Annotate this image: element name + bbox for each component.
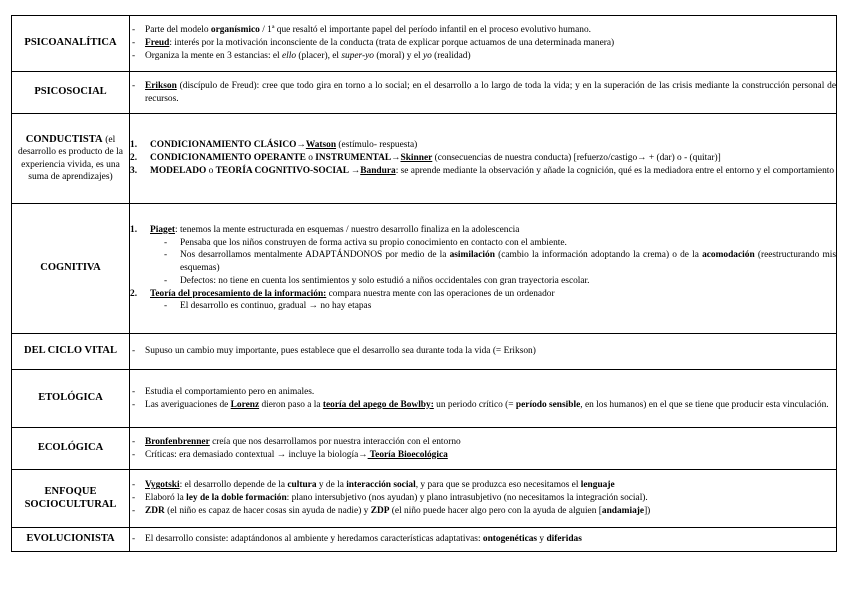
list-item: - Bronfenbrenner creía que nos desarrollamos por nuestra interacción con el entorno bbox=[132, 436, 461, 447]
row-content bbox=[130, 114, 837, 204]
row-label: ETOLÓGICA bbox=[12, 370, 130, 428]
list-item: 3. MODELADO o TEORÍA COGNITIVO-SOCIAL →Bandura: se aprende mediante la observación y añade la cognición, qué es la mediadora entre el entorno y el comportamiento bbox=[130, 165, 835, 176]
row-label: DEL CICLO VITAL bbox=[12, 334, 130, 370]
list-item: - Organiza la mente en 3 estancias: el ello (placer), el super-yo (moral) y el yo (realidad) bbox=[132, 50, 471, 61]
row-psicoanalitica bbox=[12, 16, 837, 72]
row-psicosocial bbox=[12, 72, 837, 114]
list-item: 2. CONDICIONAMIENTO OPERANTE o INSTRUMENTAL→Skinner (consecuencias de nuestra conducta) [refuerzo/castigo→ + (dar) o - (quitar)] bbox=[130, 153, 721, 164]
row-content bbox=[130, 470, 837, 528]
list-item: 1. CONDICIONAMIENTO CLÁSICO→Watson (estímulo- respuesta) bbox=[130, 140, 418, 151]
list-item: 1. Piaget: tenemos la mente estructurada en esquemas / nuestro desarrollo finaliza en la adolescencia bbox=[130, 224, 520, 235]
list-item: - Elaboró la ley de la doble formación: plano intersubjetivo (nos ayudan) y plano intrasubjetivo (no necesitamos la integración social). bbox=[132, 493, 648, 504]
list-item: - Las averiguaciones de Lorenz dieron paso a la teoría del apego de Bowlby: un periodo crítico (= período sensible, en los humanos) en el que se tiene que producir esta vinculación. bbox=[132, 399, 829, 410]
row-content bbox=[130, 428, 837, 470]
row-content bbox=[130, 370, 837, 428]
row-label: CONDUCTISTA (el desarrollo es producto de la experiencia vivida, es una suma de aprendizajes) bbox=[12, 114, 130, 204]
row-ecologica bbox=[12, 428, 837, 470]
row-sociocultural bbox=[12, 470, 837, 528]
row-conductista bbox=[12, 114, 837, 204]
list-item: - ZDR (el niño es capaz de hacer cosas sin ayuda de nadie) y ZDP (el niño puede hacer algo pero con la ayuda de alguien [andamiaje]) bbox=[132, 505, 651, 516]
row-content bbox=[130, 334, 837, 370]
row-content bbox=[130, 16, 837, 72]
row-content bbox=[130, 528, 837, 552]
list-item: - Críticas: era demasiado contextual → incluye la biología→ Teoría Bioecológica bbox=[132, 449, 448, 460]
sub-list-item: - Defectos: no tiene en cuenta los sentimientos y solo estudió a niños occidentales con gran trayectoria escolar. bbox=[164, 275, 590, 286]
row-label: ECOLÓGICA bbox=[12, 428, 130, 470]
sub-list-item: - El desarrollo es continuo, gradual → no hay etapas bbox=[164, 301, 372, 312]
row-label: PSICOSOCIAL bbox=[12, 72, 130, 114]
row-cognitiva bbox=[12, 204, 837, 334]
row-content bbox=[130, 204, 837, 334]
list-item: - Freud: interés por la motivación inconsciente de la conducta (trata de explicar porque actuamos de una determinada manera) bbox=[132, 38, 615, 49]
row-label: COGNITIVA bbox=[12, 204, 130, 334]
row-evolucionista bbox=[12, 528, 837, 552]
sub-list-item: - Nos desarrollamos mentalmente ADAPTÁNDONOS por medio de la asimilación (cambio la información adoptando la crema) o de la acomodación (reestructurando mis esquemas) bbox=[164, 250, 836, 274]
row-content bbox=[130, 72, 837, 114]
theories-table bbox=[11, 15, 837, 552]
list-item: - Supuso un cambio muy importante, pues establece que el desarrollo sea durante toda la vida (= Erikson) bbox=[132, 346, 536, 357]
row-label: EVOLUCIONISTA bbox=[12, 528, 130, 552]
list-item: - Estudia el comportamiento pero en animales. bbox=[132, 386, 315, 397]
sub-list-item: - Pensaba que los niños construyen de forma activa su propio conocimiento en contacto con el ambiente. bbox=[164, 237, 567, 248]
row-label: ENFOQUE SOCIOCULTURAL bbox=[12, 470, 130, 528]
list-item: - Erikson (discípulo de Freud): cree que todo gira en torno a lo social; en el desarrollo a lo largo de toda la vida; y en la superación de las crisis mediante la construcción personal de recursos. bbox=[132, 80, 836, 104]
list-item: - El desarrollo consiste: adaptándonos al ambiente y heredamos características adaptativas: ontogenéticas y diferidas bbox=[132, 534, 582, 545]
row-ciclo-vital bbox=[12, 334, 837, 370]
list-item: - Parte del modelo organísmico / 1ª que resaltó el importante papel del período infantil en el proceso evolutivo humano. bbox=[132, 25, 591, 36]
row-etologica bbox=[12, 370, 837, 428]
list-item: 2. Teoría del procesamiento de la información: compara nuestra mente con las operaciones de un ordenador bbox=[130, 288, 555, 299]
list-item: - Vygotski: el desarrollo depende de la cultura y de la interacción social, y para que se produzca eso necesitamos el lenguaje bbox=[132, 480, 615, 491]
row-label: PSICOANALÍTICA bbox=[12, 16, 130, 72]
